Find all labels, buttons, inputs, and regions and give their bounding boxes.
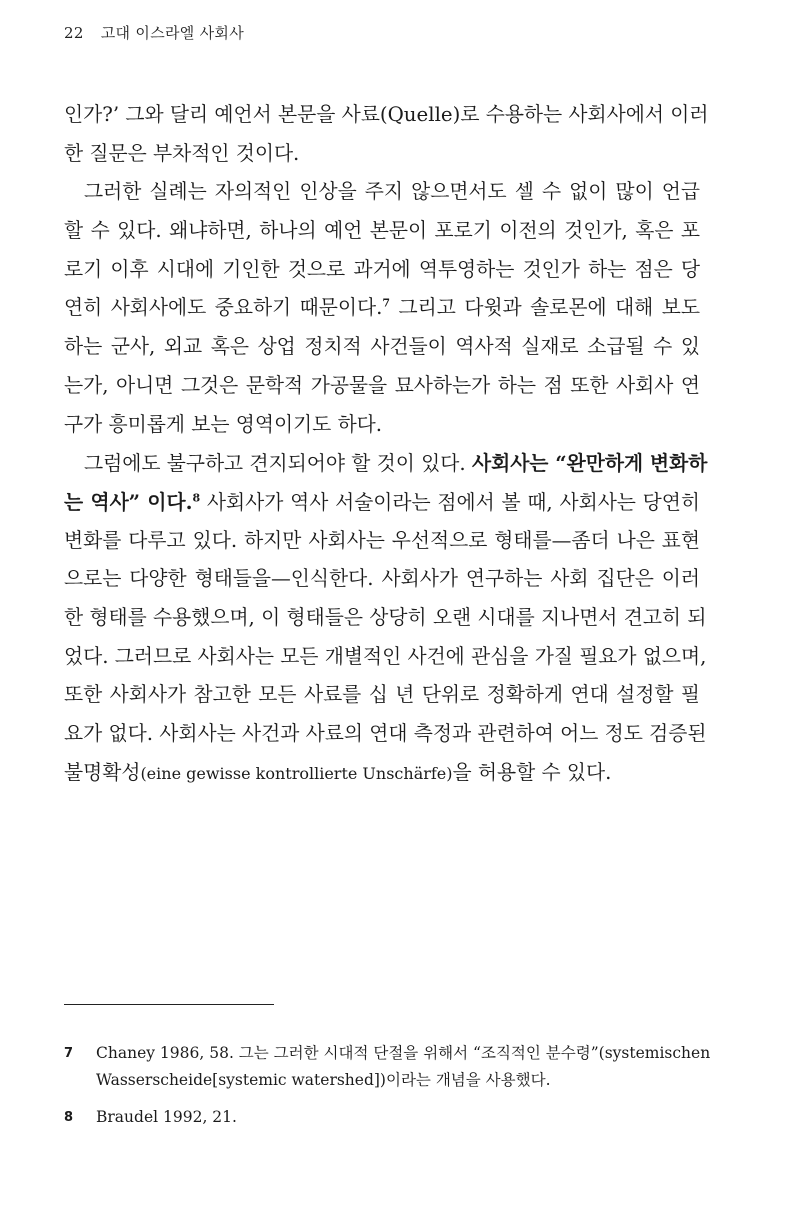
paragraph-start-line: 그러한 실례는 자의적인 인상을 주지 않으면서도 셀 수 없이 많이 언급	[84, 180, 700, 204]
footnote-7	[64, 1040, 711, 1094]
footnote-8	[64, 1104, 700, 1131]
text-line	[64, 289, 700, 328]
footnote-text: Chaney 1986, 58. 그는 그러한 시대적 단절을 위해서 “조직적인 분수령”(systemischen	[96, 1044, 711, 1062]
text-span: 을 허용할 수 있다.	[452, 760, 612, 784]
text-line: 로기 이후 시대에 기인한 것으로 과거에 역투영하는 것인가 하는 점은 당	[64, 257, 700, 281]
text-line	[64, 754, 700, 793]
text-line: 는가, 아니면 그것은 문학적 가공물을 묘사하는가 하는 점 또한 사회사 연	[64, 373, 700, 397]
footnotes	[64, 1040, 711, 1131]
footnote-number: 8	[64, 1110, 74, 1125]
text-line: 었다. 그러므로 사회사는 모든 개별적인 사건에 관심을 가질 필요가 없으며,	[64, 644, 707, 668]
german-term: (eine gewisse kontrollierte Unschärfe)	[140, 763, 453, 783]
footnote-divider	[64, 1004, 274, 1005]
book-title: 고대 이스라엘 사회사	[100, 24, 245, 42]
text-line: 요가 없다. 사회사는 사건과 사료의 연대 측정과 관련하여 어느 정도 검증된	[64, 722, 707, 745]
text-span: 사회사가 역사 서술이라는 점에서 볼 때, 사회사는 당연히	[200, 490, 700, 514]
paragraph-start-line	[64, 444, 708, 483]
text-line	[64, 483, 700, 522]
footnote-number: 7	[64, 1046, 74, 1061]
text-line: 한 형태를 수용했으며, 이 형태들은 상당히 오랜 시대를 지나면서 견고히 되	[64, 605, 707, 629]
text-span: 그리고 다윗과 솔로몬에 대해 보도	[390, 296, 700, 320]
text-line: 인가?’ 그와 달리 예언서 본문을 사료(Quelle)로 수용하는 사회사에서 이러	[64, 103, 709, 126]
text-span: 그럼에도 불구하고 견지되어야 할 것이 있다.	[84, 452, 472, 476]
text-span: 연히 사회사에도 중요하기 때문이다.	[64, 296, 383, 320]
text-span: 불명확성	[64, 760, 141, 784]
emphasis-text: 사회사는 “완만하게 변화하	[471, 451, 708, 476]
running-header	[64, 22, 244, 43]
text-line: 할 수 있다. 왜냐하면, 하나의 예언 본문이 포로기 이전의 것인가, 혹은 포	[64, 219, 700, 243]
text-line: 또한 사회사가 참고한 모든 사료를 십 년 단위로 정확하게 연대 설정할 필	[64, 683, 700, 707]
text-line: 변화를 다루고 있다. 하지만 사회사는 우선적으로 형태를—좀더 나은 표현	[64, 528, 700, 552]
text-line: 구가 흥미롭게 보는 영역이기도 하다.	[64, 412, 383, 436]
emphasis-text: 는 역사” 이다.	[64, 489, 193, 514]
text-line: 하는 군사, 외교 혹은 상업 정치적 사건들이 역사적 실재로 소급될 수 있	[64, 335, 700, 359]
footnote-text: Braudel 1992, 21.	[96, 1108, 237, 1126]
page-number: 22	[64, 24, 84, 42]
footnote-ref-7[interactable]: 7	[382, 296, 391, 310]
footnote-text: Wasserscheide[systemic watershed])이라는 개념을 사용했다.	[96, 1071, 551, 1089]
text-line: 으로는 다양한 형태들을—인식한다. 사회사가 연구하는 사회 집단은 이러	[64, 567, 700, 591]
footnote-ref-8[interactable]: 8	[192, 491, 201, 505]
text-line: 한 질문은 부차적인 것이다.	[64, 141, 300, 165]
body-text	[64, 96, 709, 792]
